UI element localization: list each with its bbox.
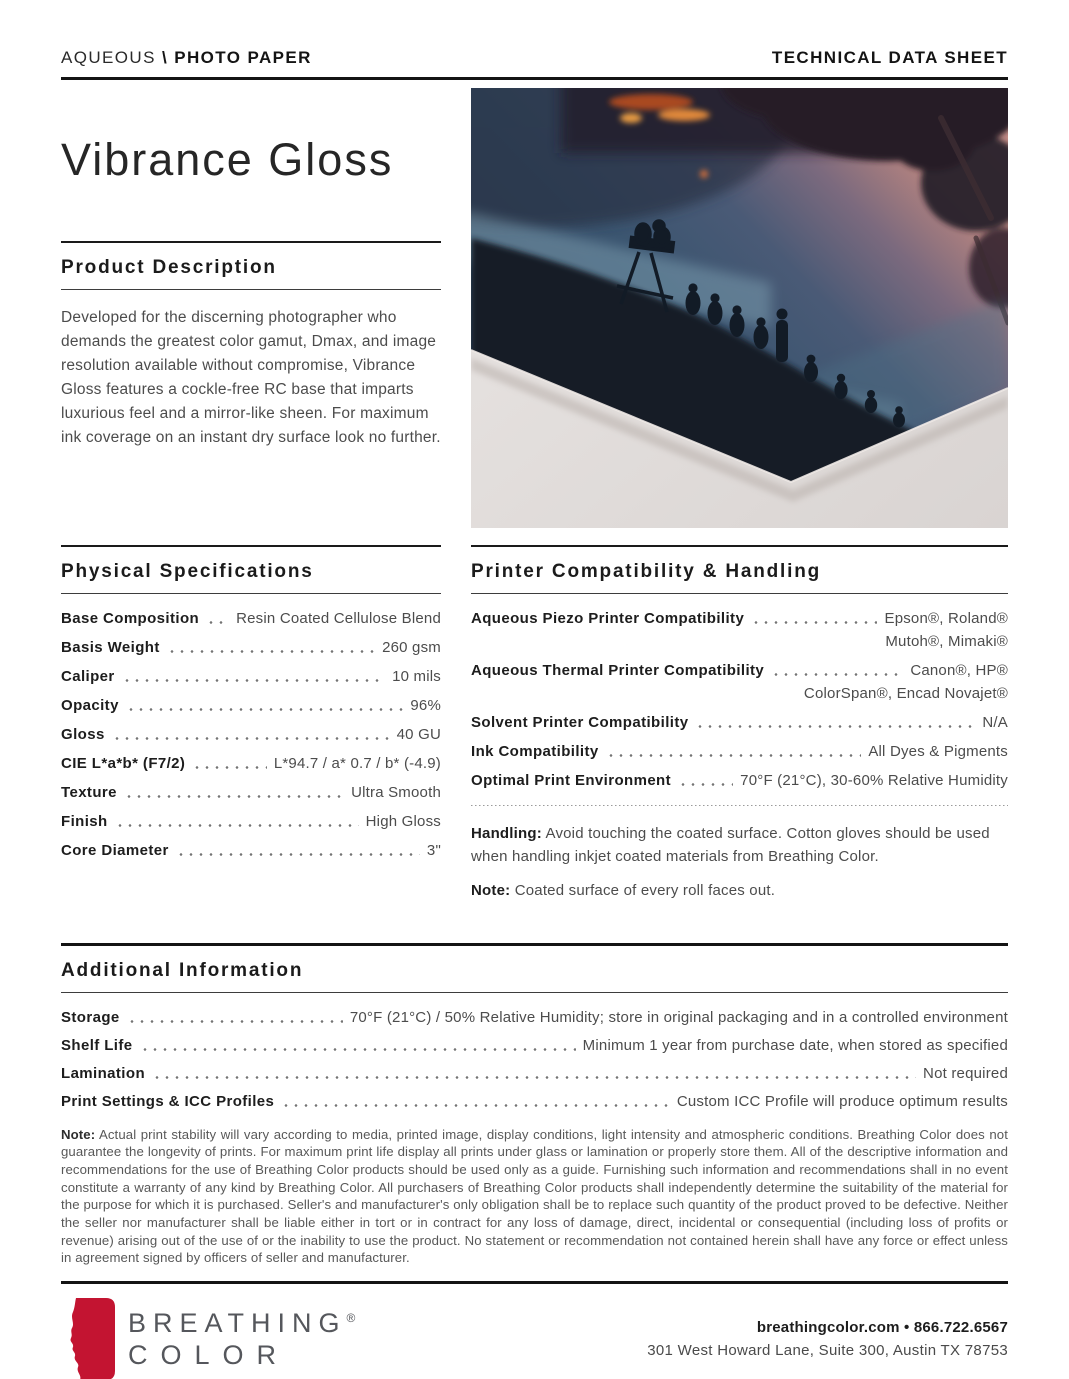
- spec-row: [471, 714, 1008, 731]
- spec-value: L*94.7 / a* 0.7 / b* (-4.9): [273, 755, 441, 772]
- spec-value: Minimum 1 year from purchase date, when stored as specified: [582, 1036, 1008, 1054]
- spec-label: Optimal Print Environment: [471, 772, 672, 789]
- spec-label: Shelf Life: [61, 1036, 133, 1054]
- spec-label: Caliper: [61, 668, 115, 685]
- legal-note: [61, 1126, 1008, 1268]
- spec-label: Core Diameter: [61, 842, 169, 859]
- physical-specifications-rows: [61, 610, 441, 859]
- dotted-leader: [678, 774, 733, 789]
- row-specs: [61, 545, 1008, 915]
- spec-value: All Dyes & Pigments: [868, 743, 1008, 760]
- spec-label: Ink Compatibility: [471, 743, 599, 760]
- spec-row: [471, 743, 1008, 760]
- spec-row: [61, 842, 441, 859]
- spec-value: 70°F (21°C) / 50% Relative Humidity; store in original packaging and in a controlled environment: [349, 1008, 1008, 1026]
- additional-information-section: [61, 943, 1008, 1110]
- logo-line2: COLOR: [128, 1340, 290, 1370]
- dotted-leader: [176, 844, 420, 859]
- dotted-leader: [122, 670, 385, 685]
- spec-value: 10 mils: [392, 668, 441, 685]
- logo-wordmark: [128, 1307, 355, 1372]
- section-heading-block: [61, 943, 1008, 993]
- spec-value: 70°F (21°C), 30-60% Relative Humidity: [740, 772, 1008, 789]
- spec-row: [61, 697, 441, 714]
- spec-label: Finish: [61, 813, 108, 830]
- spec-label: Basis Weight: [61, 639, 160, 656]
- category-breadcrumb: [61, 48, 312, 68]
- face-profile-logo-icon: [61, 1298, 115, 1379]
- product-description-body: Developed for the discerning photographer who demands the greatest color gamut, Dmax, and image resolution available without compromise, Vibrance Gloss features a cockle-free RC base that imparts luxurious feel and a mirror-like sheen. For maximum ink coverage on an instant dry surface look no further.: [61, 309, 441, 447]
- legal-note-label: Note:: [61, 1126, 96, 1142]
- spec-label: Print Settings & ICC Profiles: [61, 1092, 275, 1110]
- spec-value-continuation: Mutoh®, Mimaki®: [885, 633, 1008, 650]
- logo-line1: BREATHING: [128, 1307, 347, 1338]
- contact-line: breathingcolor.com • 866.722.6567: [756, 1318, 1008, 1336]
- dotted-leader: [140, 1039, 576, 1054]
- spec-value: N/A: [982, 714, 1008, 731]
- product-photo: [471, 88, 1008, 533]
- row-title-and-photo: [61, 80, 1008, 533]
- spec-label: Opacity: [61, 697, 119, 714]
- left-column: [61, 80, 441, 533]
- contact-block: [647, 1316, 1008, 1363]
- category-bold-label: \ PHOTO PAPER: [161, 48, 312, 67]
- page-title: Vibrance Gloss: [61, 134, 394, 185]
- spec-value: 260 gsm: [382, 639, 441, 656]
- handling-text: Avoid touching the coated surface. Cotton gloves should be used when handling inkjet coated materials from Breathing Color.: [471, 825, 990, 865]
- spec-value: High Gloss: [365, 813, 441, 830]
- spec-label: Lamination: [61, 1064, 146, 1082]
- dotted-leader: [124, 786, 344, 801]
- roll-note-label: Note:: [471, 882, 511, 899]
- roll-note-text: Coated surface of every roll faces out.: [510, 882, 776, 899]
- spec-value: Custom ICC Profile will produce optimum results: [676, 1092, 1008, 1110]
- spec-row: [471, 772, 1008, 789]
- spec-row: [61, 1037, 1008, 1054]
- spec-label: CIE L*a*b* (F7/2): [61, 755, 186, 772]
- dotted-leader: [751, 612, 877, 627]
- spec-value: 40 GU: [396, 726, 441, 743]
- spec-label: Texture: [61, 784, 117, 801]
- spec-row: [471, 662, 1008, 679]
- spec-row: [61, 784, 441, 801]
- printer-compatibility-section: [471, 545, 1008, 915]
- spec-label: Base Composition: [61, 610, 200, 627]
- spec-row: [61, 1009, 1008, 1026]
- dotted-leader: [115, 815, 359, 830]
- dotted-leader: [606, 745, 862, 760]
- additional-information-heading: Additional Information: [61, 959, 304, 981]
- physical-specifications-heading: Physical Specifications: [61, 561, 314, 582]
- dotted-leader: [771, 664, 903, 679]
- additional-information-rows: [61, 1009, 1008, 1110]
- dotted-divider: [471, 805, 1008, 807]
- address-line: 301 West Howard Lane, Suite 300, Austin TX 78753: [647, 1342, 1008, 1359]
- spec-value: Ultra Smooth: [351, 784, 441, 801]
- section-heading-block: [471, 545, 1008, 594]
- breathing-color-logo: [61, 1298, 355, 1379]
- spec-row: [61, 610, 441, 627]
- spec-row: [61, 639, 441, 656]
- spec-value: 96%: [410, 697, 441, 714]
- document-type-label: TECHNICAL DATA SHEET: [771, 48, 1008, 67]
- footer: [61, 1298, 1008, 1379]
- dotted-leader: [281, 1095, 670, 1110]
- section-heading-block: [61, 545, 441, 594]
- spec-value: 3": [426, 842, 441, 859]
- handling-label: Handling:: [471, 825, 542, 842]
- handling-paragraph: [471, 823, 1008, 868]
- footer-rule: [61, 1281, 1008, 1284]
- spec-label: Aqueous Thermal Printer Compatibility: [471, 662, 765, 679]
- printer-compatibility-rows: [471, 610, 1008, 789]
- dotted-leader: [695, 716, 975, 731]
- roll-note-paragraph: [471, 880, 1008, 903]
- spec-value: Epson®, Roland®: [884, 610, 1008, 627]
- spec-row: [61, 1093, 1008, 1110]
- category-light-label: AQUEOUS: [61, 48, 162, 67]
- photo-print-illustration: [471, 88, 1008, 528]
- spec-row: [471, 610, 1008, 627]
- legal-note-text: Actual print stability will vary according to media, printed image, display conditions, light intensity and atmospheric conditions. Breathing Color does not guarantee the longevity of prints. For maximum print life display all prints under glass or lamination or properly store them. All of the descriptive information and recommendations for the use of Breathing Color products should be used only as a guide. Furnishing such information and recommendations shall in no event constitute a warranty of any kind by Breathing Color. All purchasers of Breathing Color products shall independently determine the suitability of the material for the purpose for which it is purchased. Seller's and manufacturer's only obligation shall be to replace such quantity of the product proved to be defective. Neither the seller nor manufacturer shall be liable either in tort or in contract for any loss of damage, direct, incidental or consequential (including loss of profits or revenue) arising out of the use of or the inability to use the product. No statement or recommendation not contained herein shall have any force or effect unless in agreement signed by officers of seller and manufacturer.: [61, 1126, 1008, 1266]
- spec-value: Canon®, HP®: [910, 662, 1008, 679]
- spec-value-continuation: ColorSpan®, Encad Novajet®: [803, 685, 1008, 702]
- spec-row: [61, 813, 441, 830]
- spec-row: [61, 726, 441, 743]
- spec-row: [61, 668, 441, 685]
- spec-label: Aqueous Piezo Printer Compatibility: [471, 610, 745, 627]
- dotted-leader: [167, 641, 375, 656]
- dotted-leader: [127, 1011, 343, 1026]
- spec-label: Storage: [61, 1008, 120, 1026]
- spec-label: Gloss: [61, 726, 105, 743]
- dotted-leader: [112, 728, 390, 743]
- spec-row: [61, 1065, 1008, 1082]
- spec-row: [61, 755, 441, 772]
- dotted-leader: [152, 1067, 916, 1082]
- dotted-leader: [192, 757, 267, 772]
- dotted-leader: [206, 612, 229, 627]
- product-description-section: [61, 241, 441, 450]
- spec-label: Solvent Printer Compatibility: [471, 714, 689, 731]
- document-header: [61, 48, 1008, 68]
- printer-compatibility-heading: Printer Compatibility & Handling: [471, 561, 822, 582]
- physical-specifications-section: [61, 545, 441, 915]
- spec-value: Not required: [923, 1064, 1008, 1082]
- spec-value: Resin Coated Cellulose Blend: [236, 610, 441, 627]
- section-heading-block: [61, 241, 441, 290]
- dotted-leader: [126, 699, 404, 714]
- product-description-heading: Product Description: [61, 257, 277, 278]
- registered-mark: ®: [346, 1310, 356, 1325]
